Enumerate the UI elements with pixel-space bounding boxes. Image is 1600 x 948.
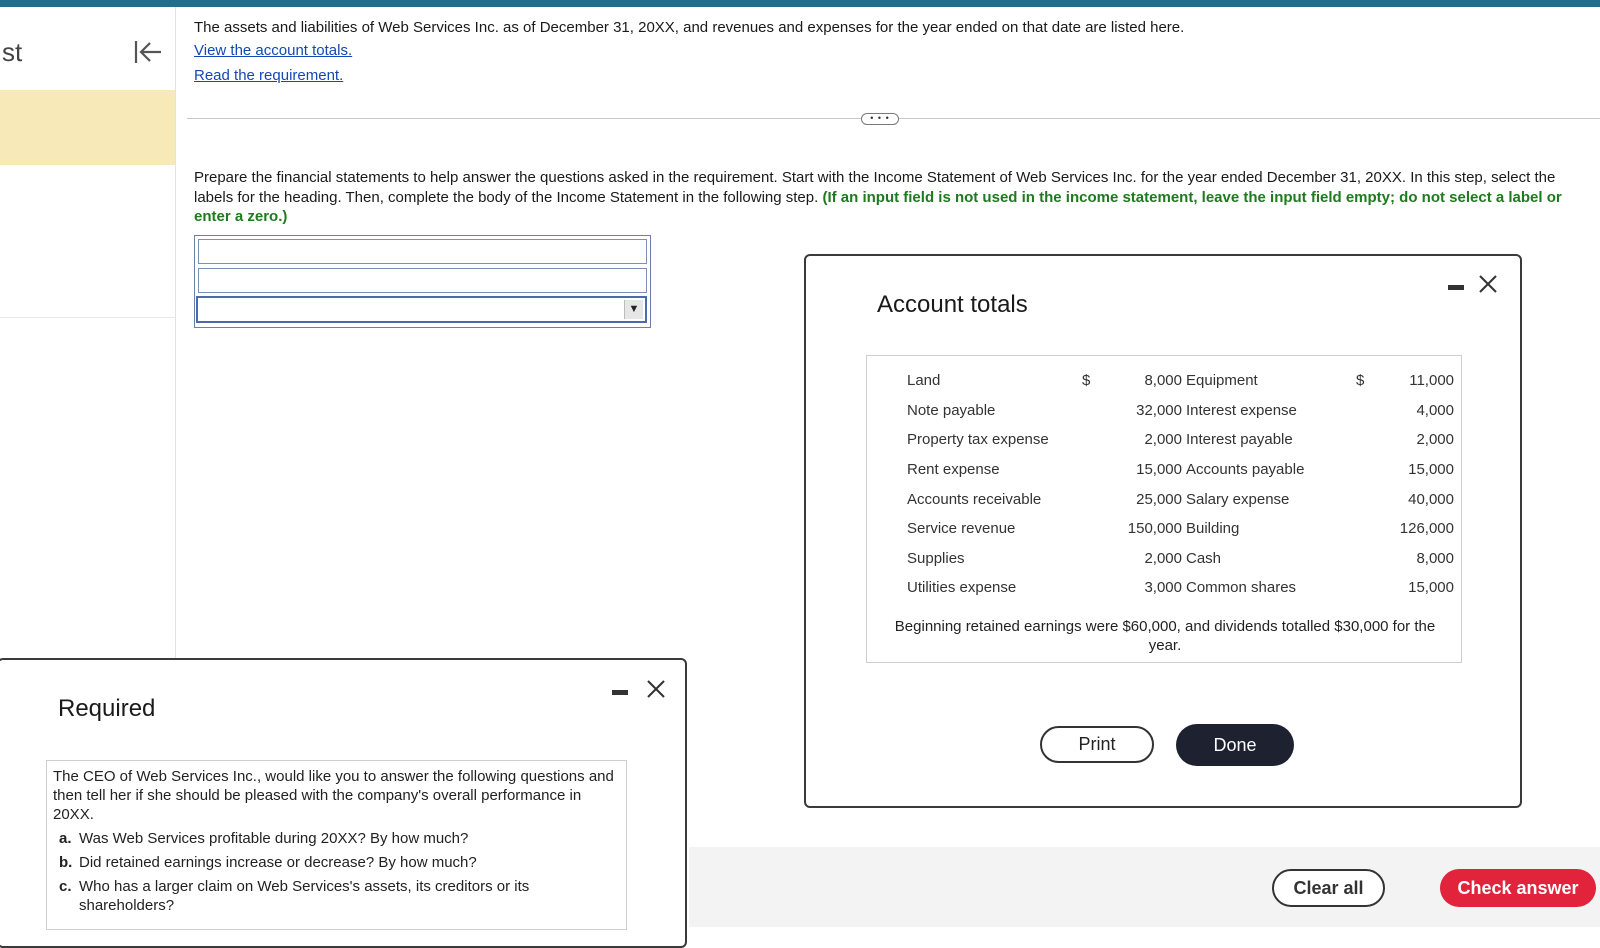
currency-symbol: $ xyxy=(1356,372,1365,390)
account-value: 15,000 xyxy=(1408,461,1454,479)
currency-symbol xyxy=(1082,455,1112,485)
question-label: c. xyxy=(59,878,72,895)
heading-company-field[interactable] xyxy=(198,239,647,264)
account-value: 32,000 xyxy=(1136,401,1182,419)
close-icon[interactable] xyxy=(1477,273,1499,295)
account-name: Cash xyxy=(1186,549,1222,567)
account-value: 2,000 xyxy=(1144,431,1182,449)
currency-symbol xyxy=(1356,544,1386,574)
account-value: 2,000 xyxy=(1144,549,1182,567)
retained-earnings-note: Beginning retained earnings were $60,000, and dividends totalled $30,000 for the year. xyxy=(894,618,1436,654)
instructions-note: (If an input field is not used in the income statement, leave the input field empty; do not select a label or enter a zero.) xyxy=(194,188,1562,225)
currency-symbol xyxy=(1356,455,1386,485)
question-label: a. xyxy=(59,830,72,847)
account-value: 2,000 xyxy=(1416,431,1454,449)
currency-symbol xyxy=(1082,573,1112,603)
account-totals-dialog xyxy=(804,254,1522,808)
requirement-question xyxy=(53,877,620,915)
account-value: 40,000 xyxy=(1408,490,1454,508)
currency-symbol xyxy=(1356,514,1386,544)
account-name: Rent expense xyxy=(907,461,1000,479)
account-value: 25,000 xyxy=(1136,490,1182,508)
dropdown-arrow-icon[interactable]: ▼ xyxy=(624,300,643,319)
clear-all-button[interactable]: Clear all xyxy=(1272,869,1385,907)
currency-symbol xyxy=(1356,425,1386,455)
account-name: Interest payable xyxy=(1186,431,1293,449)
account-name: Utilities expense xyxy=(907,579,1017,597)
intro-text: The assets and liabilities of Web Services Inc. as of December 31, 20XX, and revenues and expenses for the year ended on that date are listed here. xyxy=(194,19,1185,36)
account-name: Equipment xyxy=(1186,372,1258,390)
instructions xyxy=(194,168,1594,227)
account-name: Accounts receivable xyxy=(907,490,1042,508)
currency-symbol: $ xyxy=(1082,372,1091,390)
dialog-title: Required xyxy=(58,695,156,722)
question-label: b. xyxy=(59,854,73,871)
resize-handle[interactable]: • • • xyxy=(861,113,899,125)
requirement-text-box xyxy=(46,760,627,930)
minimize-icon[interactable] xyxy=(612,690,628,695)
instructions-text: Prepare the financial statements to help answer the questions asked in the requirement. Start with the Income Statement of Web Services Inc. for the year ended December 31, 20XX. In this step, select the labels for the heading. Then, complete the body of the Income Statement in the following step. xyxy=(194,169,1556,206)
heading-period-select[interactable] xyxy=(196,296,647,323)
account-value: 3,000 xyxy=(1144,579,1182,597)
income-statement-heading xyxy=(194,235,651,328)
question-text: Was Web Services profitable during 20XX? By how much? xyxy=(79,830,469,847)
account-row xyxy=(907,455,1454,485)
requirement-question xyxy=(53,853,620,872)
account-row xyxy=(907,425,1454,455)
print-button[interactable]: Print xyxy=(1040,726,1154,763)
currency-symbol xyxy=(1082,396,1112,426)
requirement-intro: The CEO of Web Services Inc., would like you to answer the following questions and then tell her if she should be pleased with the company's overall performance in 20XX. xyxy=(53,768,614,823)
account-value: 4,000 xyxy=(1416,401,1454,419)
question-text: Did retained earnings increase or decrease? By how much? xyxy=(79,854,477,871)
collapse-sidebar-icon[interactable] xyxy=(133,38,163,66)
currency-symbol xyxy=(1356,484,1386,514)
sidebar-divider xyxy=(0,317,175,318)
account-name: Interest expense xyxy=(1186,401,1297,419)
sidebar-partial-label: st xyxy=(2,37,23,67)
currency-symbol xyxy=(1356,573,1386,603)
done-button[interactable]: Done xyxy=(1176,724,1294,766)
account-row xyxy=(907,396,1454,426)
account-value: 8,000 xyxy=(1144,372,1182,390)
currency-symbol xyxy=(1082,544,1112,574)
account-name: Service revenue xyxy=(907,520,1016,538)
account-name: Property tax expense xyxy=(907,431,1049,449)
question-text: Who has a larger claim on Web Services's assets, its creditors or its shareholders? xyxy=(79,878,530,914)
top-accent-bar xyxy=(0,0,1600,7)
account-row xyxy=(907,366,1454,396)
account-value: 15,000 xyxy=(1136,461,1182,479)
account-name: Accounts payable xyxy=(1186,461,1305,479)
view-account-totals-link[interactable]: View the account totals. xyxy=(194,42,353,59)
currency-symbol xyxy=(1356,396,1386,426)
requirement-question xyxy=(53,829,620,848)
minimize-icon[interactable] xyxy=(1448,285,1464,290)
sidebar-highlight-block xyxy=(0,90,175,165)
heading-statement-field[interactable] xyxy=(198,268,647,293)
currency-symbol xyxy=(1082,425,1112,455)
account-value: 11,000 xyxy=(1409,372,1454,390)
account-name: Building xyxy=(1186,520,1240,538)
account-value: 126,000 xyxy=(1399,520,1454,538)
required-dialog xyxy=(0,658,687,948)
account-row xyxy=(907,544,1454,574)
account-name: Supplies xyxy=(907,549,965,567)
check-answer-button[interactable]: Check answer xyxy=(1440,869,1596,907)
account-value: 150,000 xyxy=(1127,520,1182,538)
account-name: Common shares xyxy=(1186,579,1297,597)
account-row xyxy=(907,514,1454,544)
account-name: Note payable xyxy=(907,401,996,419)
account-value: 15,000 xyxy=(1408,579,1454,597)
currency-symbol xyxy=(1082,514,1112,544)
account-name: Salary expense xyxy=(1186,490,1290,508)
close-icon[interactable] xyxy=(645,678,667,700)
account-totals-table xyxy=(866,355,1462,663)
read-requirement-link[interactable]: Read the requirement. xyxy=(194,67,344,84)
currency-symbol xyxy=(1082,484,1112,514)
dialog-title: Account totals xyxy=(877,291,1028,318)
account-value: 8,000 xyxy=(1416,549,1454,567)
account-name: Land xyxy=(907,372,941,390)
account-row xyxy=(907,484,1454,514)
account-row xyxy=(907,573,1454,603)
